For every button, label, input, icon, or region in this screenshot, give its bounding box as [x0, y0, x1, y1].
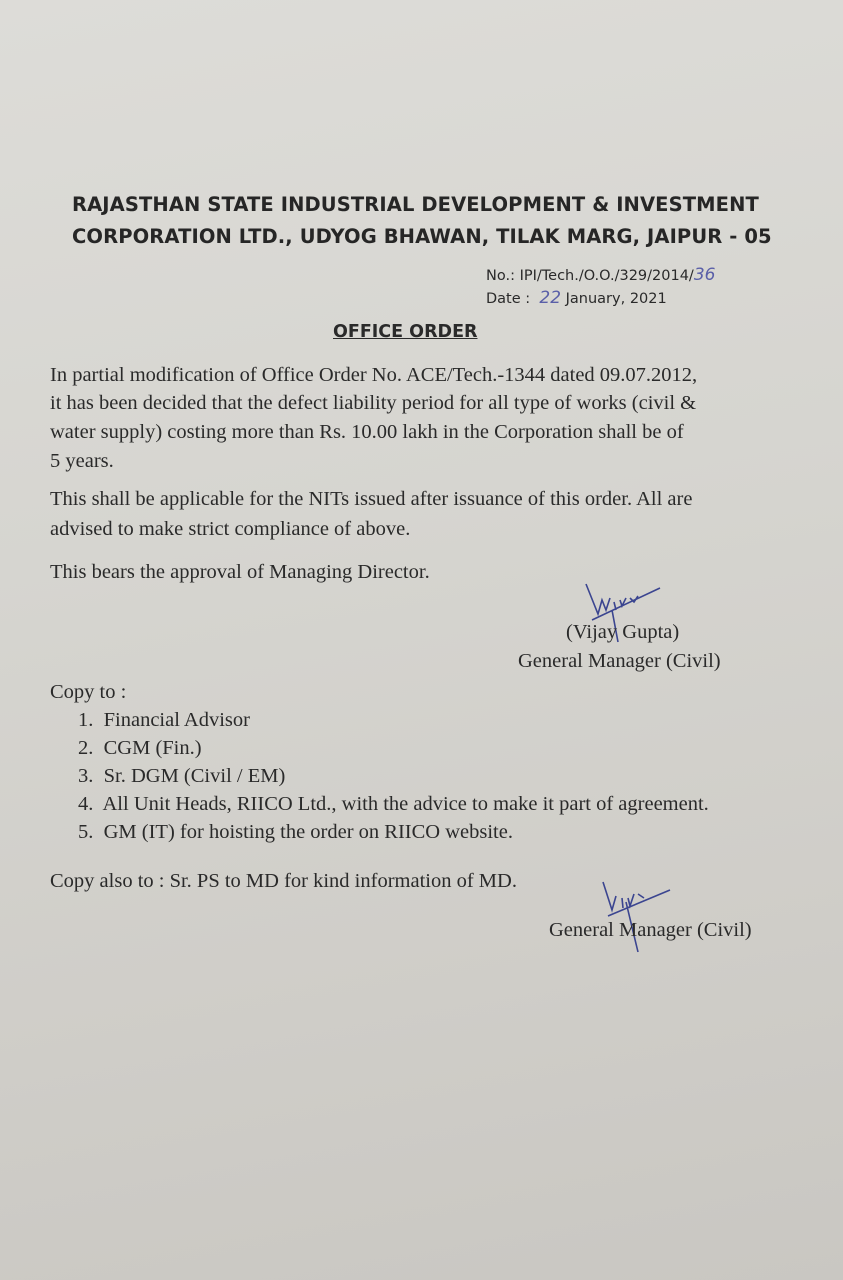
item-number: 4. [78, 793, 94, 815]
para1-line: In partial modification of Office Order No. ACE/Tech.-1344 dated 09.07.2012, [50, 364, 698, 386]
order-date [486, 288, 667, 308]
copy-to-label: Copy to : [50, 681, 127, 703]
date-day-handwritten: 22 [539, 288, 562, 308]
copy-to-item [78, 792, 709, 816]
copy-to-item [78, 820, 513, 844]
date-label: Date : [486, 291, 531, 307]
org-header-line1: RAJASTHAN STATE INDUSTRIAL DEVELOPMENT & INVESTMENT [72, 193, 759, 216]
item-number: 3. [78, 765, 94, 787]
item-text: Financial Advisor [103, 709, 250, 731]
item-text: GM (IT) for hoisting the order on RIICO website. [103, 821, 513, 843]
copy-to-item [78, 736, 202, 760]
date-rest: January, 2021 [565, 291, 667, 307]
signatory-designation: General Manager (Civil) [518, 650, 721, 672]
para3: This bears the approval of Managing Director. [50, 561, 430, 583]
para1-line: 5 years. [50, 450, 114, 472]
signatory2-designation: General Manager (Civil) [549, 919, 752, 941]
para2-line: advised to make strict compliance of above. [50, 518, 411, 540]
para1-line: water supply) costing more than Rs. 10.00 lakh in the Corporation shall be of [50, 421, 684, 443]
copy-to-item [78, 764, 285, 788]
item-text: CGM (Fin.) [103, 737, 202, 759]
copy-to-item [78, 708, 250, 732]
item-number: 5. [78, 821, 94, 843]
org-header-line2: CORPORATION LTD., UDYOG BHAWAN, TILAK MARG, JAIPUR - 05 [72, 225, 772, 248]
copy-also: Copy also to : Sr. PS to MD for kind information of MD. [50, 870, 517, 892]
item-text: All Unit Heads, RIICO Ltd., with the advice to make it part of agreement. [102, 793, 709, 815]
item-text: Sr. DGM (Civil / EM) [103, 765, 286, 787]
page-title: OFFICE ORDER [333, 322, 478, 342]
signatory-name: (Vijay Gupta) [566, 621, 680, 643]
order-number [486, 265, 715, 285]
para2-line: This shall be applicable for the NITs issued after issuance of this order. All are [50, 488, 693, 510]
item-number: 2. [78, 737, 94, 759]
item-number: 1. [78, 709, 94, 731]
para1-line: it has been decided that the defect liability period for all type of works (civil & [50, 392, 697, 414]
order-number-handwritten: 36 [693, 265, 716, 285]
order-number-label: No.: IPI/Tech./O.O./329/2014/ [486, 268, 694, 284]
